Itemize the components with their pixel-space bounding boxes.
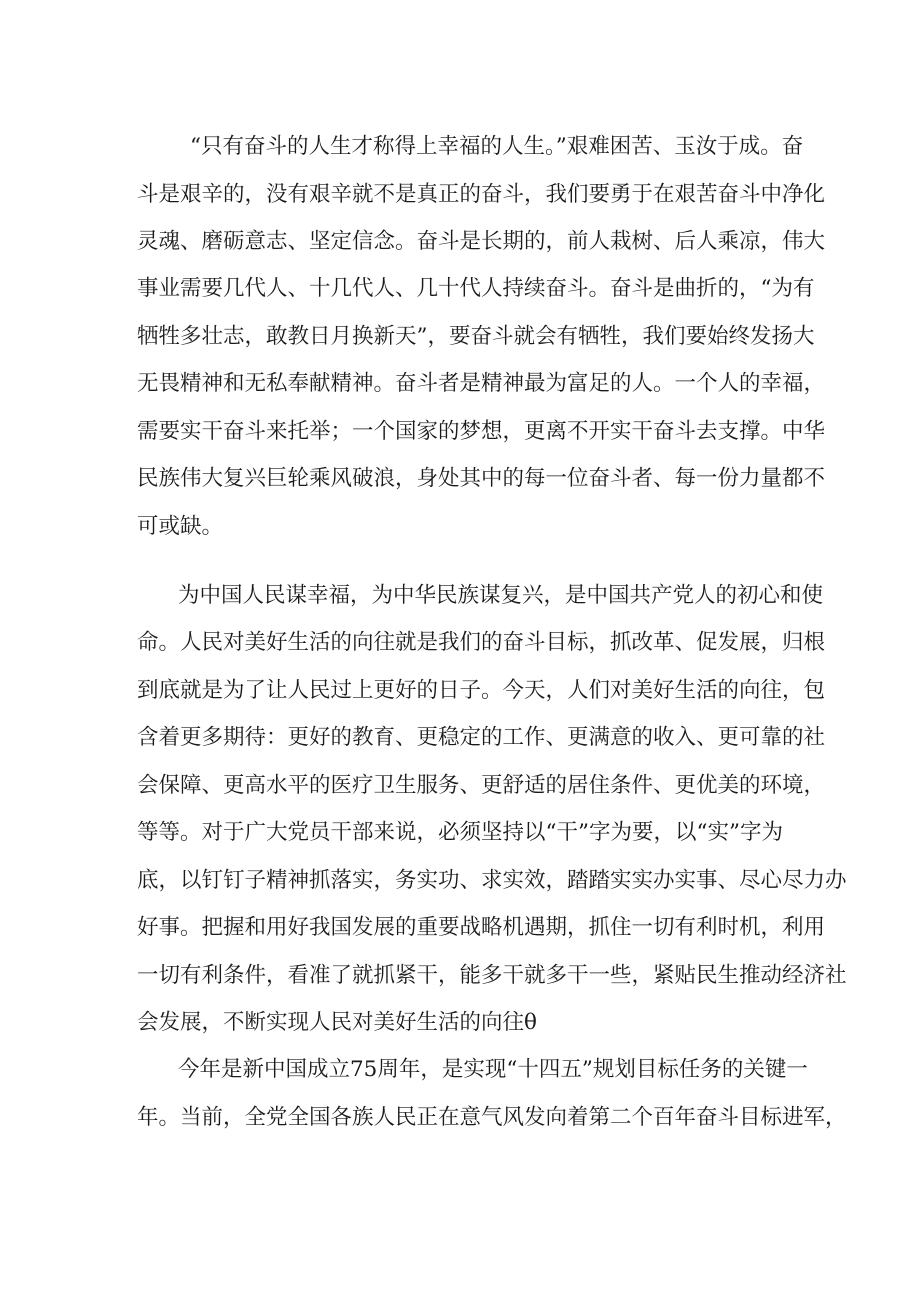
paragraph-line: 到底就是为了让人民过上更好的日子。今天，人们对美好生活的向往，包 [137, 678, 826, 703]
paragraph-line: 底，以钉钉子精神抓落实，务实功、求实效，踏踏实实办实事、尽心尽力办 [137, 868, 847, 893]
paragraph-line: 命。人民对美好生活的向往就是我们的奋斗目标，抓改革、促发展，归根 [137, 630, 826, 655]
paragraph-line: 需要实干奋斗来托举；一个国家的梦想，更离不开实干奋斗去支撑。中华 [137, 419, 826, 444]
paragraph-line: 可或缺。 [137, 514, 224, 539]
paragraph-line: 牺牲多壮志，敢教日月换新天”，要奋斗就会有牺牲，我们要始终发扬大 [137, 324, 815, 349]
paragraph-line: 含着更多期待：更好的教育、更稳定的工作、更满意的收入、更可靠的社 [137, 725, 826, 750]
paragraph-line: 灵魂、磨砺意志、坚定信念。奋斗是长期的，前人栽树、后人乘凉，伟大 [137, 229, 826, 254]
paragraph-line: 好事。把握和用好我国发展的重要战略机遇期，抓住一切有利时机，利用 [137, 915, 826, 940]
paragraph-line: 无畏精神和无私奉献精神。奋斗者是精神最为富足的人。一个人的幸福， [137, 371, 826, 396]
paragraph-line: 会发展，不断实现人民对美好生活的向往θ [137, 1010, 537, 1035]
paragraph-line: “只有奋斗的人生才称得上幸福的人生。”艰难困苦、玉汝于成。奋 [190, 134, 804, 159]
paragraph-line: 等等。对于广大党员干部来说，必须坚持以“干”字为要，以“实”字为 [137, 820, 783, 845]
paragraph-line: 一切有利条件，看准了就抓紧干，能多干就多干一些，紧贴民生推动经济社 [137, 963, 847, 988]
paragraph-line: 民族伟大复兴巨轮乘风破浪，身处其中的每一位奋斗者、每一份力量都不 [137, 466, 826, 491]
paragraph-line: 斗是艰辛的，没有艰辛就不是真正的奋斗，我们要勇于在艰苦奋斗中净化 [137, 182, 826, 207]
paragraph-line: 为中国人民谋幸福，为中华民族谋复兴，是中国共产党人的初心和使 [178, 583, 824, 608]
paragraph-line: 今年是新中国成立75周年，是实现“十四五”规划目标任务的关键一 [178, 1057, 808, 1082]
paragraph-line: 会保障、更高水平的医疗卫生服务、更舒适的居住条件、更优美的环境， [137, 773, 826, 798]
paragraph-line: 年。当前，全党全国各族人民正在意气风发向着第二个百年奋斗目标进军， [137, 1105, 847, 1130]
paragraph-line: 事业需要几代人、十几代人、几十代人持续奋斗。奋斗是曲折的，“为有 [137, 276, 815, 301]
